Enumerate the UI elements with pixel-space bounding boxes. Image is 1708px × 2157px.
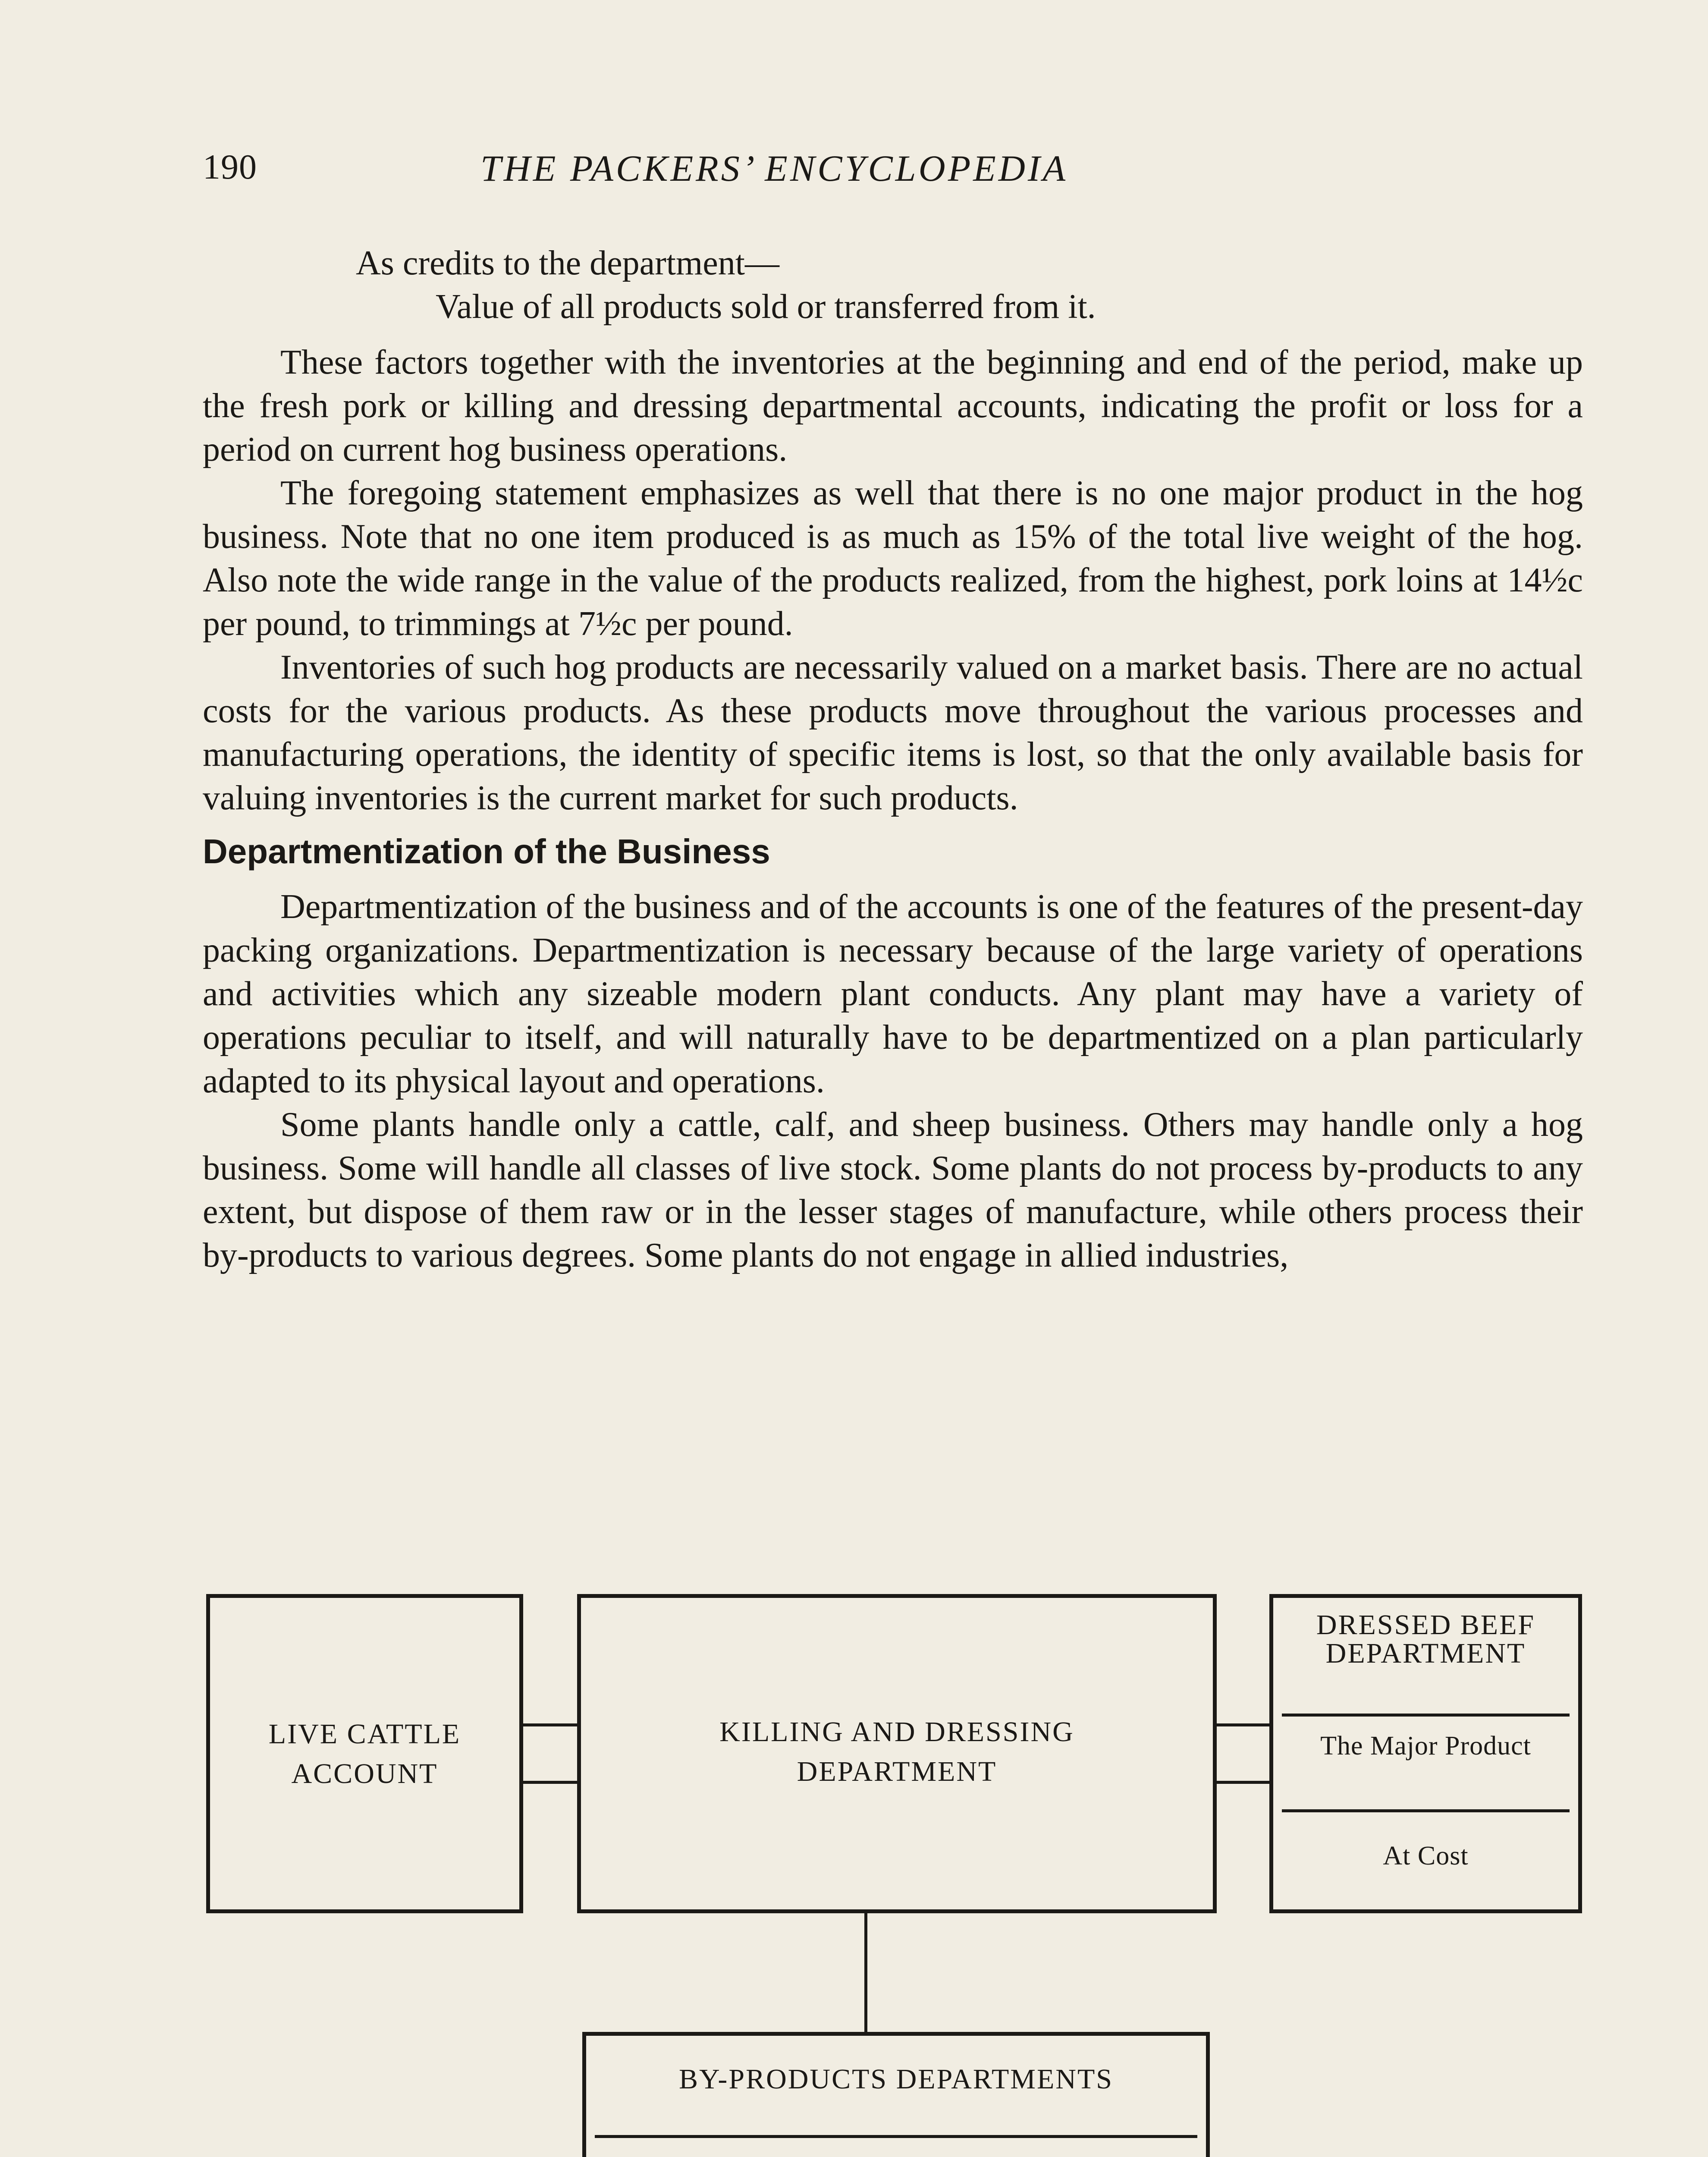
divider	[595, 2135, 1197, 2138]
connector-line	[523, 1781, 577, 1784]
running-title: THE PACKERS’ ENCYCLOPEDIA	[480, 148, 1068, 189]
connector-line	[1217, 1781, 1269, 1784]
live-cattle-box	[206, 1594, 523, 1913]
paragraph: Inventories of such hog products are necessarily valued on a market basis. There are no actual costs for the various products. As these products move throughout the various processes and manufacturing operations, the identity of specific items is lost, so that the only available basis for valuing inventories is the current market for such products.	[203, 648, 1583, 817]
live-cattle-label: LIVE CATTLE ACCOUNT	[268, 1718, 461, 1789]
divider	[1282, 1714, 1570, 1717]
by-products-box	[582, 2032, 1210, 2157]
killing-dressing-label: KILLING AND DRESSING DEPARTMENT	[719, 1716, 1074, 1787]
dressed-beef-label: DRESSED BEEF DEPARTMENT	[1316, 1609, 1535, 1669]
credits-intro: As credits to the department—	[356, 244, 779, 282]
paragraph: Some plants handle only a cattle, calf, and sheep business. Others may handle only a hog business. Some will handle all classes of live stock. Some plants do not process by-products to any extent, but dispose of them raw or in the lesser stages of manufacture, while others process their by-products to various degrees. Some plants do not engage in allied industries,	[203, 1106, 1583, 1274]
dressed-beef-box	[1269, 1594, 1582, 1913]
page-number: 190	[203, 147, 257, 186]
major-product-label: The Major Product	[1320, 1731, 1531, 1761]
paragraph: These factors together with the inventories at the beginning and end of the period, make up the fresh pork or killing and dressing departmental accounts, indicating the profit or loss for a period on current hog business operations.	[203, 343, 1583, 469]
divider	[1282, 1809, 1570, 1812]
by-products-label: BY-PRODUCTS DEPARTMENTS	[679, 2063, 1113, 2095]
connector-line	[523, 1723, 577, 1726]
body-text	[203, 242, 1583, 1277]
paragraph: Departmentization of the business and of the accounts is one of the features of the present-day packing organizations. Departmentization is necessary because of the large variety of operations and activities which any sizeable modern plant conducts. Any plant may have a variety of operations peculiar to itself, and will naturally have to be departmentized on a plan particularly adapted to its physical layout and operations.	[203, 888, 1583, 1100]
at-cost-label: At Cost	[1383, 1841, 1469, 1871]
credits-value: Value of all products sold or transferred from it.	[436, 288, 1096, 326]
page-header	[203, 147, 1259, 198]
connector-line	[864, 1913, 867, 2032]
paragraph: The foregoing statement emphasizes as well that there is no one major product in the hog business. Note that no one item produced is as much as 15% of the total live weight of the hog. Also note the wide range in the value of the products realized, from the highest, pork loins at 14½c per pound, to trimmings at 7½c per pound.	[203, 474, 1583, 643]
section-heading: Departmentization of the Business	[203, 832, 770, 871]
killing-dressing-box	[577, 1594, 1217, 1913]
connector-line	[1217, 1723, 1269, 1726]
